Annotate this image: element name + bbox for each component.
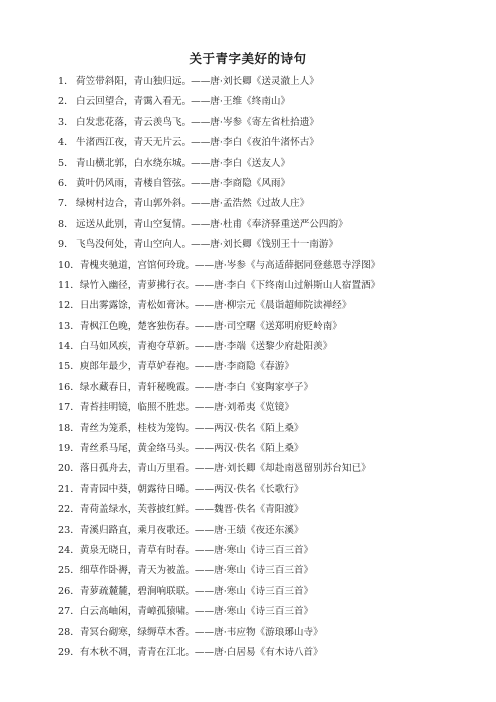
list-item	[58, 256, 478, 276]
list-item	[58, 174, 478, 194]
poem-line-text: 青山横北郭，白水绕东城。——唐·李白《送友人》	[76, 157, 291, 169]
list-item	[58, 439, 478, 459]
list-item	[58, 317, 478, 337]
list-item	[58, 235, 478, 255]
line-number: 1．	[58, 76, 74, 87]
line-number: 21．	[58, 483, 80, 495]
poem-line-text: 日出雾露馀，青松如膏沐。——唐·柳宗元《晨诣超师院读禅经》	[79, 300, 352, 312]
list-item	[58, 133, 478, 153]
line-number: 17．	[58, 402, 80, 414]
line-number: 8．	[58, 218, 74, 230]
list-item	[58, 194, 478, 214]
list-item	[58, 602, 478, 622]
list-item	[58, 215, 478, 235]
list-item	[58, 92, 478, 112]
poem-line-text: 青萝疏麓麓，碧涧响联联。——唐·寒山《诗三百三首》	[79, 585, 314, 597]
line-number: 25．	[58, 565, 80, 577]
poem-line-text: 远送从此别，青山空复情。——唐·杜甫《奉济驿重送严公四韵》	[76, 218, 348, 230]
poem-line-text: 绿竹入幽径，青萝拂行衣。——唐·李白《下终南山过斛斯山人宿置酒》	[79, 279, 381, 291]
poem-line-text: 青丝系马尾，黄金络马头。——两汉·佚名《陌上桑》	[79, 443, 304, 455]
poem-line-text: 牛渚西江夜，青天无片云。——唐·李白《夜泊牛渚怀古》	[76, 137, 319, 149]
poem-line-text: 青青园中葵，朝露待日晞。——两汉·佚名《长歌行》	[79, 483, 304, 495]
line-number: 14．	[58, 341, 80, 353]
line-number: 9．	[58, 239, 74, 251]
line-number: 26．	[58, 585, 80, 597]
poem-line-text: 青荷盖绿水，芙蓉披红鲜。——魏晋·佚名《青阳渡》	[79, 504, 304, 516]
poem-line-text: 青丝为笼系，桂枝为笼钩。——两汉·佚名《陌上桑》	[79, 422, 304, 434]
line-number: 18．	[58, 422, 80, 434]
line-number: 24．	[58, 544, 80, 556]
list-item	[58, 480, 478, 500]
line-number: 15．	[58, 361, 80, 373]
line-number: 22．	[58, 504, 80, 516]
list-item	[58, 582, 478, 602]
line-number: 23．	[58, 524, 80, 536]
poem-line-text: 有木秋不凋，青青在江北。——唐·白居易《有木诗八首》	[79, 646, 323, 658]
list-item	[58, 561, 478, 581]
list-item	[58, 154, 478, 174]
line-number: 16．	[58, 381, 80, 393]
list-item	[58, 643, 478, 663]
poem-line-text: 荷笠带斜阳，青山独归远。——唐·刘长卿《送灵澈上人》	[76, 76, 319, 87]
poem-line-text: 落日孤舟去，青山万里看。——唐·刘长卿《却赴南邕留别苏台知已》	[79, 463, 371, 475]
line-number: 2．	[58, 96, 74, 108]
poem-line-text: 白发悲花落，青云羡鸟飞。——唐·岑参《寄左省杜拾遗》	[76, 116, 319, 128]
list-item	[58, 521, 478, 541]
poem-line-text: 飞鸟没何处，青山空向人。——唐·刘长卿《饯别王十一南游》	[76, 239, 339, 251]
poem-line-text: 黄泉无晓日，青草有时春。——唐·寒山《诗三百三首》	[79, 544, 314, 556]
line-number: 4．	[58, 137, 74, 149]
poem-line-text: 绿水藏春日，青轩秘晚霞。——唐·李白《宴陶家亭子》	[79, 381, 314, 393]
line-number: 11．	[58, 279, 80, 291]
poem-line-text: 黄叶仍风雨，青楼自管弦。——唐·李商隐《风雨》	[76, 177, 291, 189]
list-item	[58, 541, 478, 561]
list-item	[58, 419, 478, 439]
line-number: 12．	[58, 300, 80, 312]
poem-line-text: 青槐夹驰道，宫馆何玲珑。——唐·岑参《与高适薛据同登慈恩寺浮图》	[79, 259, 381, 271]
poem-line-text: 青冥台砌寒，绿缛草木香。——唐·韦应物《游琅琊山寺》	[79, 626, 323, 638]
list-item	[58, 72, 478, 92]
poem-line-text: 青枫江色晚，楚客独伤春。——唐·司空曙《送郑明府贬岭南》	[79, 320, 342, 332]
poem-line-text: 白云高岫闲，青嶂孤猿啸。——唐·寒山《诗三百三首》	[79, 606, 314, 618]
poem-lines-list	[58, 72, 478, 663]
list-item	[58, 113, 478, 133]
line-number: 27．	[58, 606, 80, 618]
line-number: 29．	[58, 646, 80, 658]
list-item	[58, 398, 478, 418]
poem-line-text: 白马如风疾，青袍夺草新。——唐·李端《送黎少府赴阳羡》	[79, 341, 333, 353]
line-number: 5．	[58, 157, 74, 169]
list-item	[58, 459, 478, 479]
list-item	[58, 337, 478, 357]
list-item	[58, 296, 478, 316]
poem-line-text: 白云回望合，青霭入看无。——唐·王维《终南山》	[76, 96, 291, 108]
poem-line-text: 青苔挂明镜，临照不胜悲。——唐·刘希夷《览镜》	[79, 402, 294, 414]
poem-line-text: 细草作卧褥，青天为被盖。——唐·寒山《诗三百三首》	[79, 565, 314, 577]
line-number: 28．	[58, 626, 80, 638]
poem-line-text: 绿树村边合，青山郭外斜。——唐·孟浩然《过故人庄》	[76, 198, 310, 210]
poem-line-text: 青溪归路直，乘月夜歌还。——唐·王绩《夜还东溪》	[79, 524, 304, 536]
line-number: 19．	[58, 443, 80, 455]
list-item	[58, 623, 478, 643]
list-item	[58, 276, 478, 296]
poem-line-text: 庾郎年最少，青草妒春袍。——唐·李商隐《春游》	[79, 361, 294, 373]
line-number: 13．	[58, 320, 80, 332]
list-item	[58, 378, 478, 398]
list-item	[58, 500, 478, 520]
document-title: 关于青字美好的诗句	[189, 51, 307, 66]
line-number: 7．	[58, 198, 74, 210]
list-item	[58, 357, 478, 377]
line-number: 3．	[58, 116, 74, 128]
line-number: 20．	[58, 463, 80, 475]
line-number: 6．	[58, 177, 74, 189]
line-number: 10．	[58, 259, 80, 271]
